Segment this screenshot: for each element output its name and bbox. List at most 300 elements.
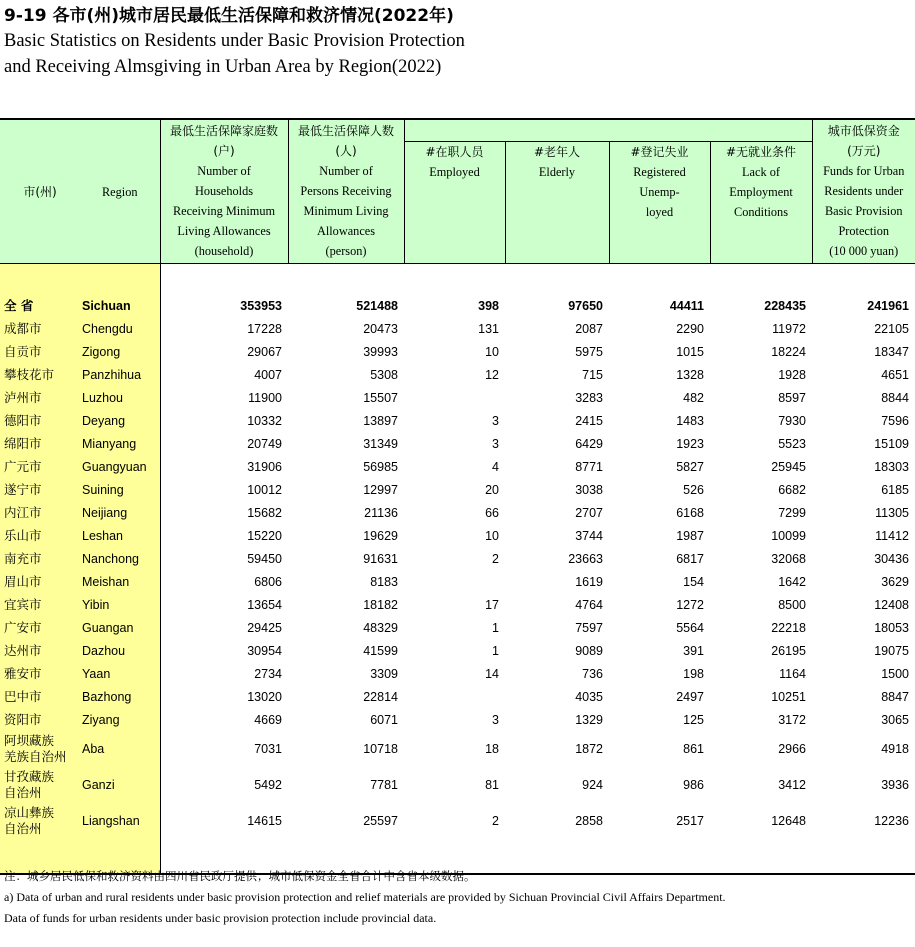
header-employed-line: #在职人员 [425,145,484,159]
cell-unemployed: 861 [683,742,704,756]
spacer-row [0,264,915,295]
cell-lack: 6682 [778,482,806,497]
header-persons-line: 最低生活保障人数 [297,124,394,138]
cell-unemployed: 2497 [676,689,704,704]
cell-elderly: 1872 [575,742,603,756]
cell-funds: 4651 [881,367,909,382]
cell-persons: 6071 [370,712,398,727]
cell-households: 5492 [254,778,282,792]
table-row [0,731,915,767]
row-city-zh-line1: 自贡市 [4,343,42,359]
row-city-zh [0,731,80,767]
row-city-zh-line1: 眉山市 [4,573,42,589]
cell-lack: 7299 [778,505,806,520]
cell-persons: 48329 [363,620,398,635]
cell-lack: 1642 [778,574,806,589]
cell-employed: 1 [492,643,499,658]
cell-unemployed: 1923 [676,436,704,451]
row-city-zh-line1: 阿坝藏族 [4,733,55,748]
cell-lack: 8597 [778,390,806,405]
row-city-zh [0,317,80,340]
header-lack [710,142,812,264]
header-unemployed-line: Registered [633,165,686,179]
row-city-zh [0,455,80,478]
cell-persons: 41599 [363,643,398,658]
cell-unemployed: 5827 [676,459,704,474]
cell-funds: 8844 [881,390,909,405]
cell-elderly: 3283 [575,390,603,405]
row-region-en: Mianyang [80,432,160,455]
row-city-zh [0,547,80,570]
cell-funds: 19075 [874,643,909,658]
row-city-zh-line2: 自治州 [4,785,42,800]
cell-employed [404,685,505,708]
header-households-line: Households [194,184,254,198]
cell-households: 2734 [254,666,282,681]
row-city-zh-line1: 凉山彝族 [4,805,55,820]
row-region-en: Nanchong [80,547,160,570]
cell-persons: 521488 [356,298,398,313]
cell-funds: 18053 [874,620,909,635]
row-city-zh [0,294,80,317]
row-city-zh [0,708,80,731]
cell-persons: 20473 [363,321,398,336]
cell-households: 29067 [247,344,282,359]
table-row [0,803,915,839]
table-row [0,386,915,409]
cell-persons: 15507 [363,390,398,405]
cell-funds: 22105 [874,321,909,336]
row-city-zh-line1: 达州市 [4,642,42,658]
row-city-zh-line1: 巴中市 [4,688,42,704]
header-unemployed-line: #登记失业 [630,145,689,159]
cell-unemployed: 154 [683,574,704,589]
cell-employed: 2 [492,551,499,566]
cell-households: 59450 [247,551,282,566]
table-row [0,685,915,708]
cell-households: 6806 [254,574,282,589]
cell-employed: 66 [485,505,499,520]
cell-households: 17228 [247,321,282,336]
cell-elderly: 6429 [575,436,603,451]
row-city-zh-line2: 自治州 [4,821,42,836]
table-row [0,317,915,340]
row-city-zh-line2: 羌族自治州 [4,749,67,764]
cell-employed: 12 [485,367,499,382]
header-persons-line: Number of [319,164,373,178]
cell-elderly: 924 [582,778,603,792]
page-title-en-line1: Basic Statistics on Residents under Basic Provision Protection [4,31,465,51]
row-region-en: Guangan [80,616,160,639]
cell-lack: 11972 [772,321,806,336]
cell-employed [404,570,505,593]
cell-funds: 6185 [881,482,909,497]
header-elderly-line: Elderly [538,165,576,179]
page-title-zh: 9-19 各市(州)城市居民最低生活保障和救济情况(2022年) [4,6,454,26]
cell-funds: 1500 [881,666,909,681]
row-city-zh [0,767,80,803]
table-row [0,593,915,616]
cell-unemployed: 198 [683,666,704,681]
cell-lack: 228435 [764,298,806,313]
cell-persons: 5308 [370,367,398,382]
cell-households: 7031 [254,742,282,756]
cell-elderly: 715 [582,367,603,382]
cell-persons: 8183 [370,574,398,589]
row-region-en: Sichuan [80,294,160,317]
cell-unemployed: 1272 [676,597,704,612]
cell-employed: 3 [492,413,499,428]
table-row [0,478,915,501]
row-region-en: Liangshan [80,803,160,839]
cell-unemployed: 482 [683,390,704,405]
row-region-en: Ziyang [80,708,160,731]
cell-funds: 3065 [881,712,909,727]
footnotes [4,866,726,929]
row-city-zh [0,501,80,524]
header-funds-line: (10 000 yuan) [829,244,899,258]
cell-persons: 91631 [363,551,398,566]
cell-lack: 3172 [778,712,806,727]
cell-persons: 12997 [363,482,398,497]
cell-employed: 14 [485,666,499,681]
row-city-zh-line1: 甘孜藏族 [4,769,55,784]
row-city-zh-line1: 泸州市 [4,389,42,405]
cell-persons: 25597 [363,814,398,828]
header-persons-line: (person) [325,244,367,258]
cell-households: 30954 [247,643,282,658]
table-row [0,340,915,363]
header-persons-line: Minimum Living [303,204,389,218]
cell-funds: 18303 [874,459,909,474]
cell-employed: 2 [492,814,499,828]
cell-households: 14615 [247,814,282,828]
header-subgroup-spacer [404,119,812,142]
cell-funds: 15109 [874,436,909,451]
table-row [0,767,915,803]
header-elderly [505,142,609,264]
row-city-zh [0,363,80,386]
cell-employed: 17 [485,597,499,612]
cell-employed: 4 [492,459,499,474]
cell-unemployed: 1015 [676,344,704,359]
cell-employed: 398 [478,298,499,313]
cell-persons: 7781 [370,778,398,792]
row-city-zh-line1: 广元市 [4,458,42,474]
cell-households: 11900 [248,390,282,405]
cell-households: 13654 [247,597,282,612]
cell-unemployed: 391 [683,643,704,658]
cell-employed [404,386,505,409]
cell-lack: 32068 [771,551,806,566]
row-city-zh [0,386,80,409]
header-funds [812,119,915,264]
header-unemployed-line: loyed [645,205,674,219]
cell-elderly: 8771 [575,459,603,474]
cell-elderly: 736 [582,666,603,681]
cell-employed: 3 [492,436,499,451]
cell-persons: 22814 [363,689,398,704]
cell-funds: 11305 [875,505,909,520]
cell-unemployed: 526 [683,482,704,497]
cell-persons: 19629 [363,528,398,543]
row-region-en: Zigong [80,340,160,363]
header-funds-line: Funds for Urban [823,164,905,178]
cell-lack: 12648 [771,814,806,828]
header-employed-line: Employed [429,165,480,179]
cell-persons: 31349 [363,436,398,451]
table-row [0,639,915,662]
header-persons-line: Persons Receiving [300,184,392,198]
cell-lack: 22218 [771,620,806,635]
cell-elderly: 5975 [575,344,603,359]
row-city-zh [0,524,80,547]
header-funds-line: Protection [838,224,890,238]
cell-households: 20749 [247,436,282,451]
cell-persons: 13897 [363,413,398,428]
row-region-en: Deyang [80,409,160,432]
header-elderly-line: #老年人 [533,145,581,159]
cell-elderly: 3744 [575,528,603,543]
table-row [0,294,915,317]
header-row-1 [0,119,915,142]
header-persons [288,119,404,264]
cell-funds: 11412 [875,528,909,543]
row-city-zh-line1: 广安市 [4,619,42,635]
table-row [0,432,915,455]
cell-lack: 26195 [771,643,806,658]
row-region-en: Suining [80,478,160,501]
table-body [0,294,915,839]
header-funds-line: Residents under [824,184,904,198]
header-households-line: (户) [213,144,235,158]
row-city-zh-line1: 成都市 [4,320,42,336]
header-region-en: Region [80,119,160,264]
cell-households: 13020 [247,689,282,704]
cell-funds: 8847 [881,689,909,704]
cell-persons: 18182 [363,597,398,612]
row-city-zh-line1: 雅安市 [4,665,42,681]
cell-elderly: 2087 [575,321,603,336]
row-region-en: Yaan [80,662,160,685]
header-funds-line: (万元) [847,144,881,158]
cell-unemployed: 6817 [676,551,704,566]
row-city-zh-line1: 绵阳市 [4,435,42,451]
row-city-zh-line1: 全 省 [4,297,34,313]
row-city-zh [0,616,80,639]
row-region-en: Dazhou [80,639,160,662]
row-city-zh [0,570,80,593]
table-row [0,455,915,478]
cell-persons: 39993 [363,344,398,359]
row-city-zh-line1: 德阳市 [4,412,42,428]
table-row [0,524,915,547]
row-city-zh-line1: 资阳市 [4,711,42,727]
cell-elderly: 1619 [575,574,603,589]
table-row [0,501,915,524]
cell-elderly: 4035 [575,689,603,704]
header-households-line: 最低生活保障家庭数 [169,124,278,138]
header-households [160,119,288,264]
header-households-line: Living Allowances [177,224,271,238]
row-region-en: Yibin [80,593,160,616]
cell-funds: 241961 [867,298,909,313]
title-block [4,4,465,80]
cell-elderly: 1329 [575,712,603,727]
header-persons-line: Allowances [316,224,376,238]
cell-funds: 30436 [874,551,909,566]
header-households-line: (household) [194,244,254,258]
cell-elderly: 3038 [575,482,603,497]
cell-funds: 12408 [874,597,909,612]
cell-employed: 131 [478,321,499,336]
table-row [0,409,915,432]
row-city-zh [0,432,80,455]
header-city-zh: 市(州) [0,119,80,264]
header-unemployed-line: Unemp- [639,185,680,199]
row-city-zh [0,340,80,363]
cell-funds: 18347 [874,344,909,359]
row-city-zh-line1: 攀枝花市 [4,366,55,382]
cell-unemployed: 986 [683,778,704,792]
cell-lack: 1164 [779,666,806,681]
row-region-en: Aba [80,731,160,767]
row-city-zh [0,478,80,501]
cell-elderly: 9089 [575,643,603,658]
header-persons-line: (人) [335,144,357,158]
row-city-zh [0,803,80,839]
row-region-en: Panzhihua [80,363,160,386]
table-row [0,570,915,593]
header-unemployed [609,142,710,264]
cell-unemployed: 1328 [676,367,704,382]
row-region-en: Bazhong [80,685,160,708]
footnote-en-2: Data of funds for urban residents under basic provision protection include provincial data. [4,911,437,925]
table-row [0,708,915,731]
header-lack-line: #无就业条件 [725,145,797,159]
cell-elderly: 4764 [575,597,603,612]
row-city-zh-line1: 内江市 [4,504,42,520]
cell-lack: 1928 [778,367,806,382]
page-title-en-line2: and Receiving Almsgiving in Urban Area by Region(2022) [4,57,442,77]
cell-unemployed: 125 [683,712,704,727]
cell-households: 31906 [247,459,282,474]
row-city-zh [0,685,80,708]
row-city-zh [0,639,80,662]
cell-persons: 3309 [370,666,398,681]
statistics-table [0,118,915,875]
cell-households: 4669 [254,712,282,727]
cell-employed: 18 [485,742,499,756]
cell-lack: 5523 [778,436,806,451]
cell-households: 15682 [247,505,282,520]
footnote-zh: 注：城乡居民低保和救济资料由四川省民政厅提供；城市低保资金全省合计中含省本级数据。 [4,869,476,883]
cell-elderly: 2707 [575,505,603,520]
row-city-zh-line1: 南充市 [4,550,42,566]
cell-employed: 20 [485,482,499,497]
row-region-en: Neijiang [80,501,160,524]
cell-lack: 25945 [771,459,806,474]
row-city-zh [0,409,80,432]
cell-households: 15220 [247,528,282,543]
row-city-zh [0,662,80,685]
cell-lack: 10251 [771,689,806,704]
cell-households: 10012 [247,482,282,497]
cell-persons: 56985 [363,459,398,474]
row-city-zh [0,593,80,616]
cell-employed: 3 [492,712,499,727]
cell-lack: 2966 [778,742,806,756]
cell-unemployed: 2290 [676,321,704,336]
cell-lack: 8500 [778,597,806,612]
cell-lack: 18224 [771,344,806,359]
table-row [0,363,915,386]
header-lack-line: Lack of [742,165,780,179]
cell-lack: 10099 [771,528,806,543]
cell-lack: 3412 [778,778,806,792]
table-row [0,616,915,639]
header-employed [404,142,505,264]
table-row [0,547,915,570]
cell-employed: 1 [492,620,499,635]
table-row [0,662,915,685]
cell-funds: 4918 [881,742,909,756]
cell-persons: 21136 [364,505,398,520]
cell-unemployed: 1483 [676,413,704,428]
row-region-en: Ganzi [80,767,160,803]
cell-unemployed: 2517 [676,814,704,828]
header-funds-line: Basic Provision [824,204,903,218]
row-city-zh-line1: 乐山市 [4,527,42,543]
cell-funds: 3936 [881,778,909,792]
header-households-line: Receiving Minimum [172,204,276,218]
cell-funds: 3629 [881,574,909,589]
cell-elderly: 23663 [568,551,603,566]
row-region-en: Luzhou [80,386,160,409]
cell-households: 353953 [240,298,282,313]
cell-unemployed: 6168 [676,505,704,520]
cell-funds: 12236 [874,814,909,828]
cell-employed: 81 [485,778,499,792]
cell-elderly: 2858 [575,814,603,828]
cell-funds: 7596 [881,413,909,428]
row-region-en: Guangyuan [80,455,160,478]
header-households-line: Number of [197,164,251,178]
cell-unemployed: 44411 [669,298,704,313]
cell-lack: 7930 [778,413,806,428]
cell-elderly: 7597 [575,620,603,635]
row-region-en: Leshan [80,524,160,547]
footnote-en-1: a) Data of urban and rural residents under basic provision protection and relief materials are provided by Sichuan Provincial Civil Affairs Department. [4,890,726,904]
cell-elderly: 2415 [575,413,603,428]
cell-employed: 10 [485,344,499,359]
header-lack-line: Conditions [734,205,788,219]
row-region-en: Chengdu [80,317,160,340]
header-lack-line: Employment [729,185,793,199]
row-region-en: Meishan [80,570,160,593]
cell-unemployed: 1987 [676,528,704,543]
row-city-zh-line1: 宜宾市 [4,596,42,612]
cell-unemployed: 5564 [676,620,704,635]
cell-households: 10332 [247,413,282,428]
cell-households: 4007 [254,367,282,382]
cell-persons: 10718 [363,742,398,756]
cell-households: 29425 [247,620,282,635]
row-city-zh-line1: 遂宁市 [4,481,42,497]
cell-elderly: 97650 [568,298,603,313]
header-funds-line: 城市低保资金 [827,124,900,138]
cell-employed: 10 [485,528,499,543]
